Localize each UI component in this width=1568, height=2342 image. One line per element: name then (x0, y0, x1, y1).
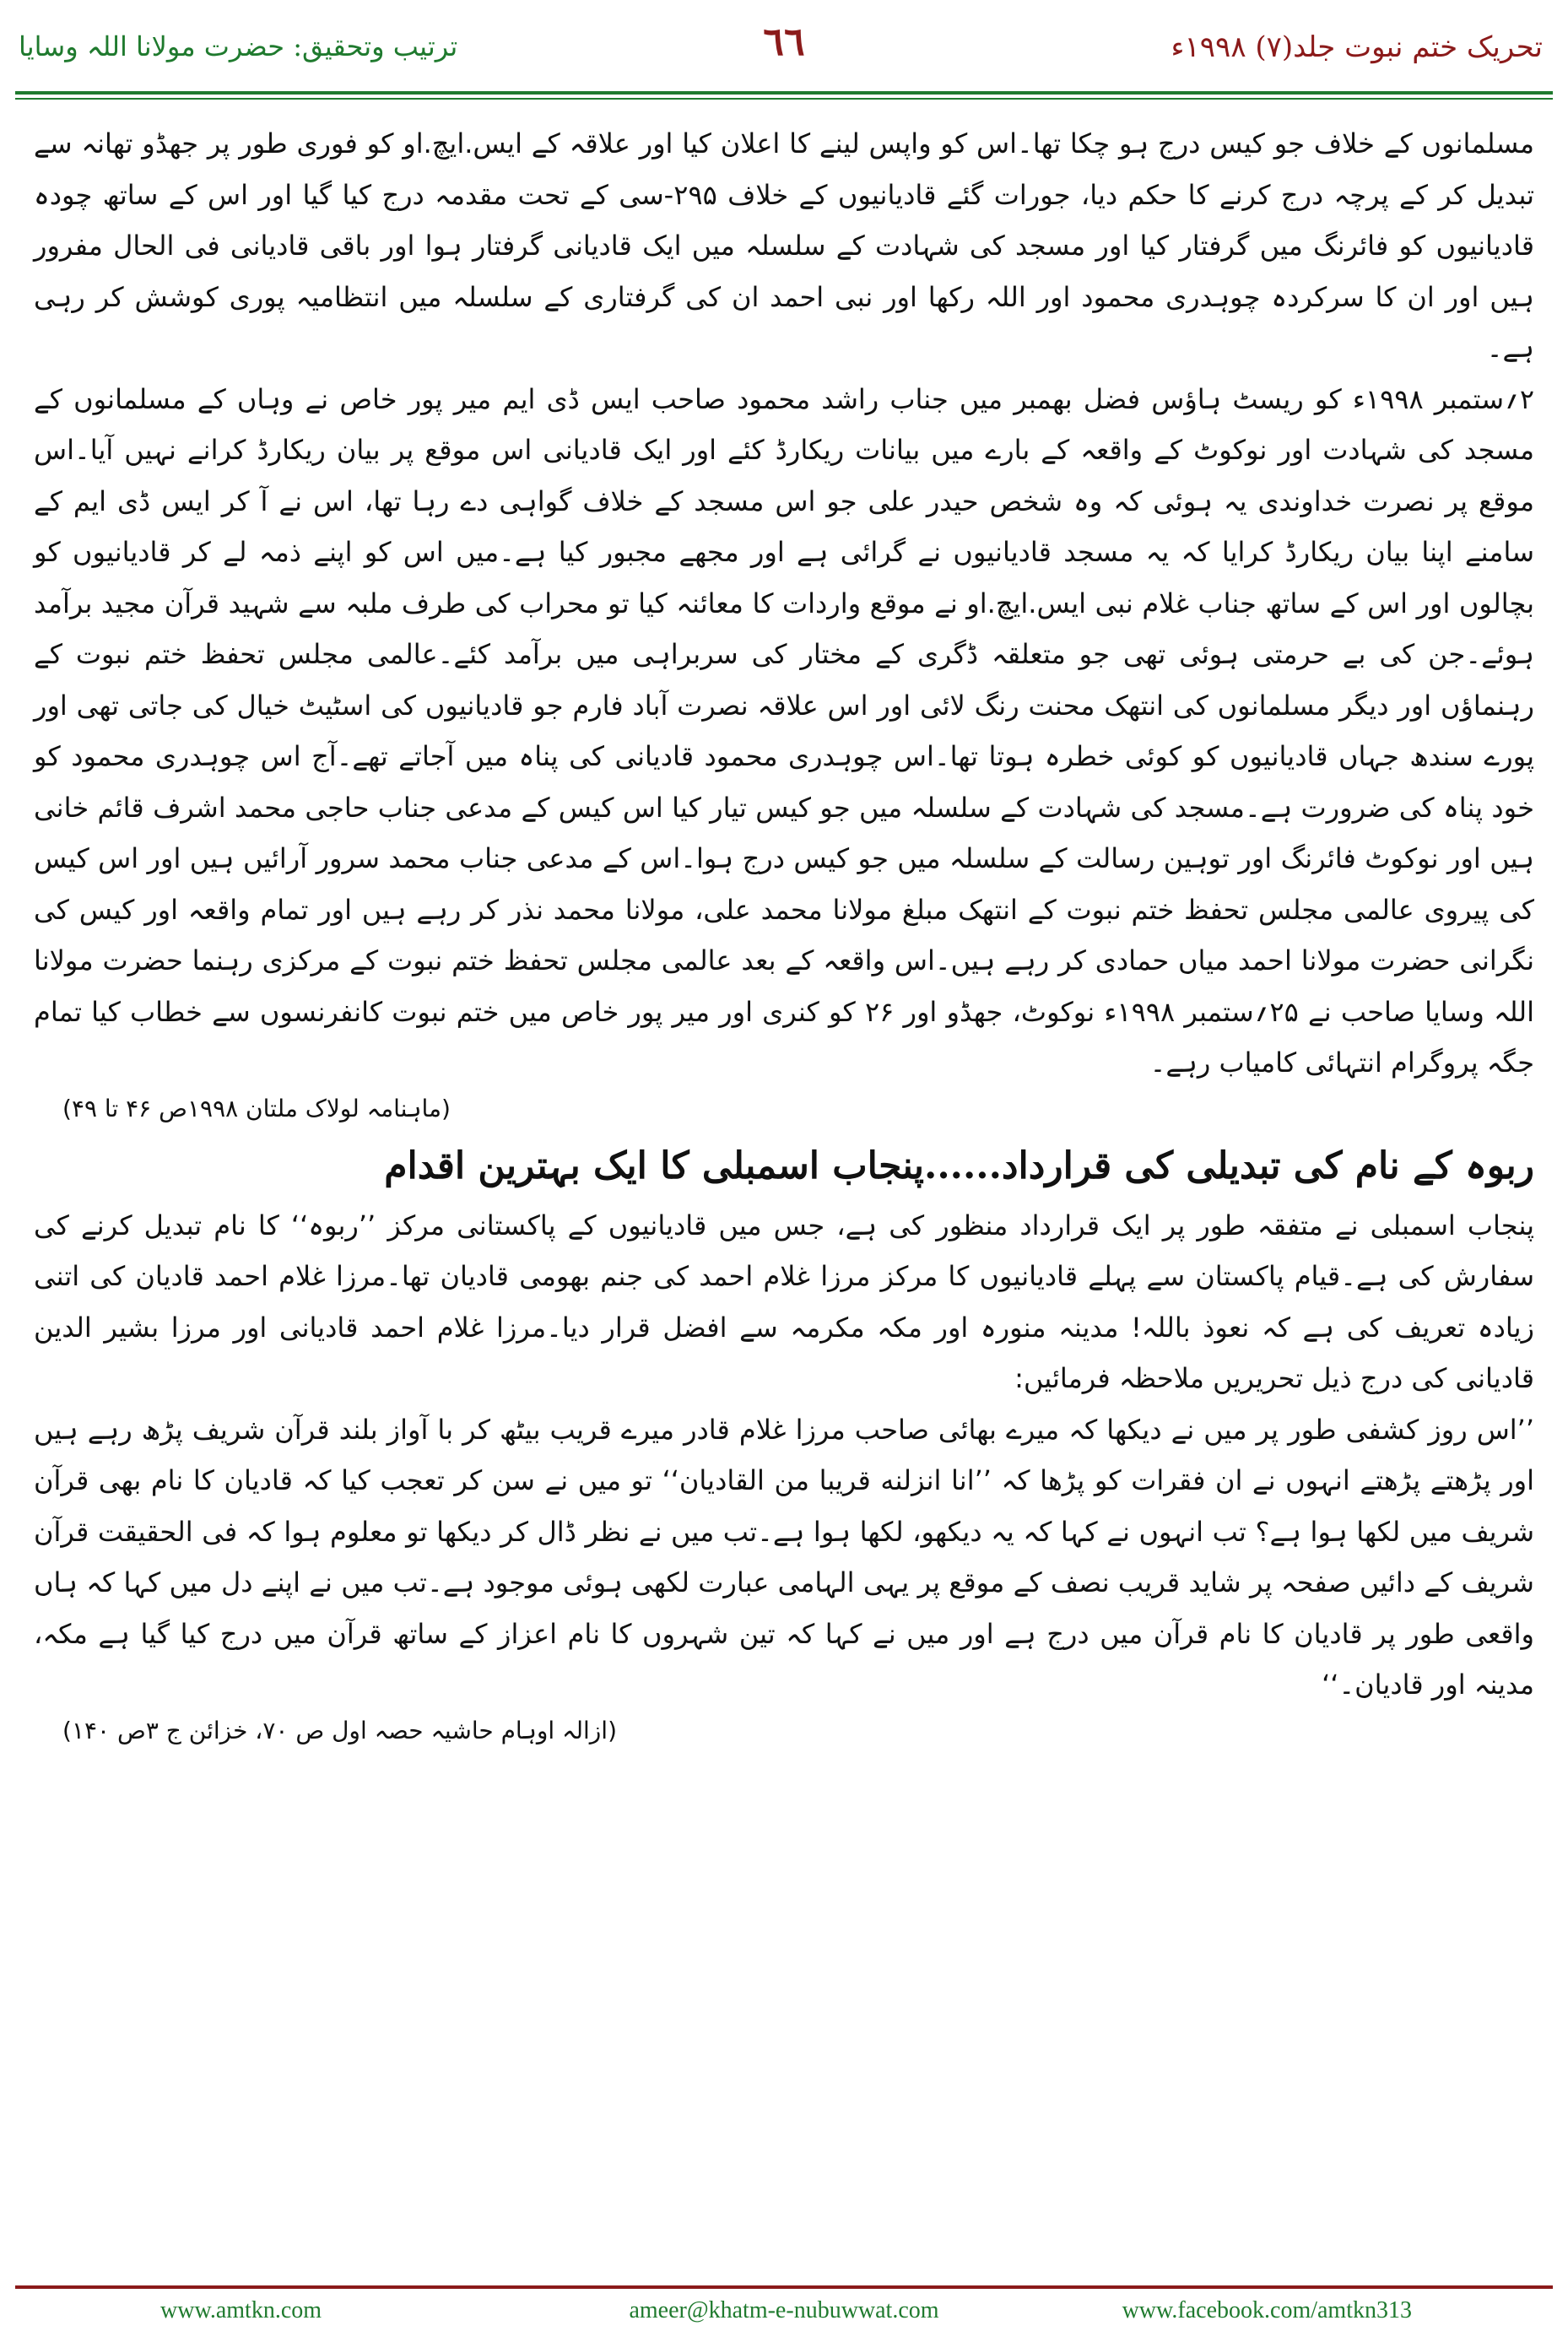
facebook-link[interactable]: www.facebook.com/amtkn313 (1122, 2297, 1412, 2323)
page-body (34, 118, 1534, 1751)
source-citation: (ازالہ اوہام حاشیہ حصہ اول ص ۷۰، خزائن ج ۳ص ۱۴۰) (62, 1716, 618, 1744)
footer-divider (15, 2285, 1553, 2289)
book-title: تحریک ختم نبوت جلد(۷) ۱۹۹۸ء (1171, 30, 1543, 64)
paragraph: ۲؍ستمبر ۱۹۹۸ء کو ریسٹ ہاؤس فضل بھمبر میں جناب راشد محمود صاحب ایس ڈی ایم میر پور خاص نے وہاں کے مسلمانوں کے مسجد کی شہادت اور نوکوٹ کے واقعہ کے بارے میں بیانات ریکارڈ کئے اور ایک قادیانی اس موقع پر بیان ریکارڈ کرانے نہیں آیا۔اس موقع پر نصرت خداوندی یہ ہوئی کہ وہ شخص حیدر علی جو اس مسجد کے خلاف گواہی دے رہا تھا، اس نے آ کر ایس ڈی ایم کے سامنے اپنا بیان ریکارڈ کرایا کہ یہ مسجد قادیانیوں نے گرائی ہے اور مجھے مجبور کیا ہے۔میں اس کو اپنے ذمہ لے کر قادیانیوں کو بچالوں اور اس کے ساتھ جناب غلام نبی ایس.ایچ.او نے موقع واردات کا معائنہ کیا تو محراب کی طرف ملبہ سے شہید قرآن مجید برآمد ہوئے۔جن کی بے حرمتی ہوئی تھی جو متعلقہ ڈگری کے مختار کی سربراہی میں برآمد کئے۔عالمی مجلس تحفظ ختم نبوت کے رہنماؤں اور دیگر مسلمانوں کی انتھک محنت رنگ لائی اور اس علاقہ نصرت آباد فارم جو قادیانیوں کی اسٹیٹ خیال کی جاتی تھی اور پورے سندھ جہاں قادیانیوں کو کوئی خطرہ ہوتا تھا۔اس چوہدری محمود قادیانی کی پناہ میں آجاتے تھے۔آج اس چوہدری محمود کو خود پناہ کی ضرورت ہے۔مسجد کی شہادت کے سلسلہ میں جو کیس تیار کیا اس کیس کے مدعی جناب حاجی محمد اشرف قائم خانی ہیں اور نوکوٹ فائرنگ اور توہین رسالت کے سلسلہ میں جو کیس درج ہوا۔اس کے مدعی جناب محمد سرور آرائیں ہیں اور اس کیس کی پیروی عالمی مجلس تحفظ ختم نبوت کے انتھک مبلغ مولانا محمد علی، مولانا محمد نذر کر رہے ہیں اور تمام واقعہ اور کیس کی نگرانی حضرت مولانا احمد میاں حمادی کر رہے ہیں۔اس واقعہ کے بعد عالمی مجلس تحفظ ختم نبوت کے مرکزی رہنما حضرت مولانا اللہ وسایا صاحب نے ۲۵؍ستمبر ۱۹۹۸ء نوکوٹ، جھڈو اور ۲۶ کو کنری اور میر پور خاص میں ختم نبوت کانفرنسوں سے خطاب کیا تمام جگہ پروگرام انتہائی کامیاب رہے۔ (34, 382, 1535, 1079)
paragraph: مسلمانوں کے خلاف جو کیس درج ہو چکا تھا۔اس کو واپس لینے کا اعلان کیا اور علاقہ کے ایس.ایچ.او کو فوری طور پر جھڈو تھانہ سے تبدیل کر کے پرچہ درج کرنے کا حکم دیا، جورات گئے قادیانیوں کے خلاف ۲۹۵-سی کے تحت مقدمہ درج کیا گیا اور اس کے ساتھ چودہ قادیانیوں کو فائرنگ میں گرفتار کیا اور مسجد کی شہادت کے سلسلہ میں ایک قادیانی گرفتار ہوا اور باقی قادیانی فی الحال مفرور ہیں اور ان کا سرکردہ چوہدری محمود اور اللہ رکھا اور نبی احمد ان کی گرفتاری کے سلسلہ میں انتظامیہ پوری کوشش کر رہی ہے۔ (34, 127, 1535, 364)
page-header (0, 0, 1568, 93)
paragraph: پنجاب اسمبلی نے متفقہ طور پر ایک قرارداد منظور کی ہے، جس میں قادیانیوں کے پاکستانی مرکز ’’ربوہ‘‘ کا نام تبدیل کرنے کی سفارش کی ہے۔قیام پاکستان سے پہلے قادیانیوں کا مرکز مرزا غلام احمد کی جنم بھومی قادیان تھا۔مرزا غلام احمد قادیان کی اتنی زیادہ تعریف کی ہے کہ نعوذ باللہ! مدینہ منورہ اور مکہ مکرمہ سے افضل قرار دیا۔مرزا غلام احمد قادیانی اور مرزا بشیر الدین قادیانی کی درج ذیل تحریریں ملاحظہ فرمائیں: (34, 1209, 1534, 1394)
compiler-credit: ترتیب وتحقیق: حضرت مولانا اللہ وسایا (19, 30, 458, 62)
source-citation: (ماہنامہ لولاک ملتان ۱۹۹۸ص ۴۶ تا ۴۹) (62, 1094, 451, 1122)
section-heading: ربوہ کے نام کی تبدیلی کی قرارداد......پنجاب اسمبلی کا ایک بہترین اقدام (384, 1144, 1534, 1187)
header-divider (15, 91, 1553, 95)
page-number: ٦٦ (763, 19, 805, 64)
page-footer (0, 2297, 1568, 2331)
header-divider-thin (15, 98, 1553, 100)
quotation: ’’اس روز کشفی طور پر میں نے دیکھا کہ میرے بھائی صاحب مرزا غلام قادر میرے قریب بیٹھ کر با آواز بلند قرآن شریف پڑھ رہے ہیں اور پڑھتے پڑھتے انہوں نے ان فقرات کو پڑھا کہ ’’انا انزلنه قریبا من القادیان‘‘ تو میں نے سن کر تعجب کیا کہ قادیان کا نام بھی قرآن شریف میں لکھا ہوا ہے؟ تب انہوں نے کہا کہ یہ دیکھو، لکھا ہوا ہے۔تب میں نے نظر ڈال کر دیکھا تو معلوم ہوا کہ فی الحقیقت قرآن شریف کے دائیں صفحہ پر شاید قریب نصف کے موقع پر یہی الہامی عبارت لکھی ہوئی موجود ہے۔تب میں نے اپنے دل میں کہا کہ ہاں واقعی طور پر قادیان کا نام قرآن میں درج ہے اور میں نے کہا کہ تین شہروں کا نام اعزاز کے ساتھ قرآن میں درج کیا گیا ہے مکہ، مدینہ اور قادیان۔‘‘ (34, 1413, 1535, 1701)
website-link[interactable]: www.amtkn.com (160, 2297, 322, 2323)
email-link[interactable]: ameer@khatm-e-nubuwwat.com (629, 2297, 939, 2323)
